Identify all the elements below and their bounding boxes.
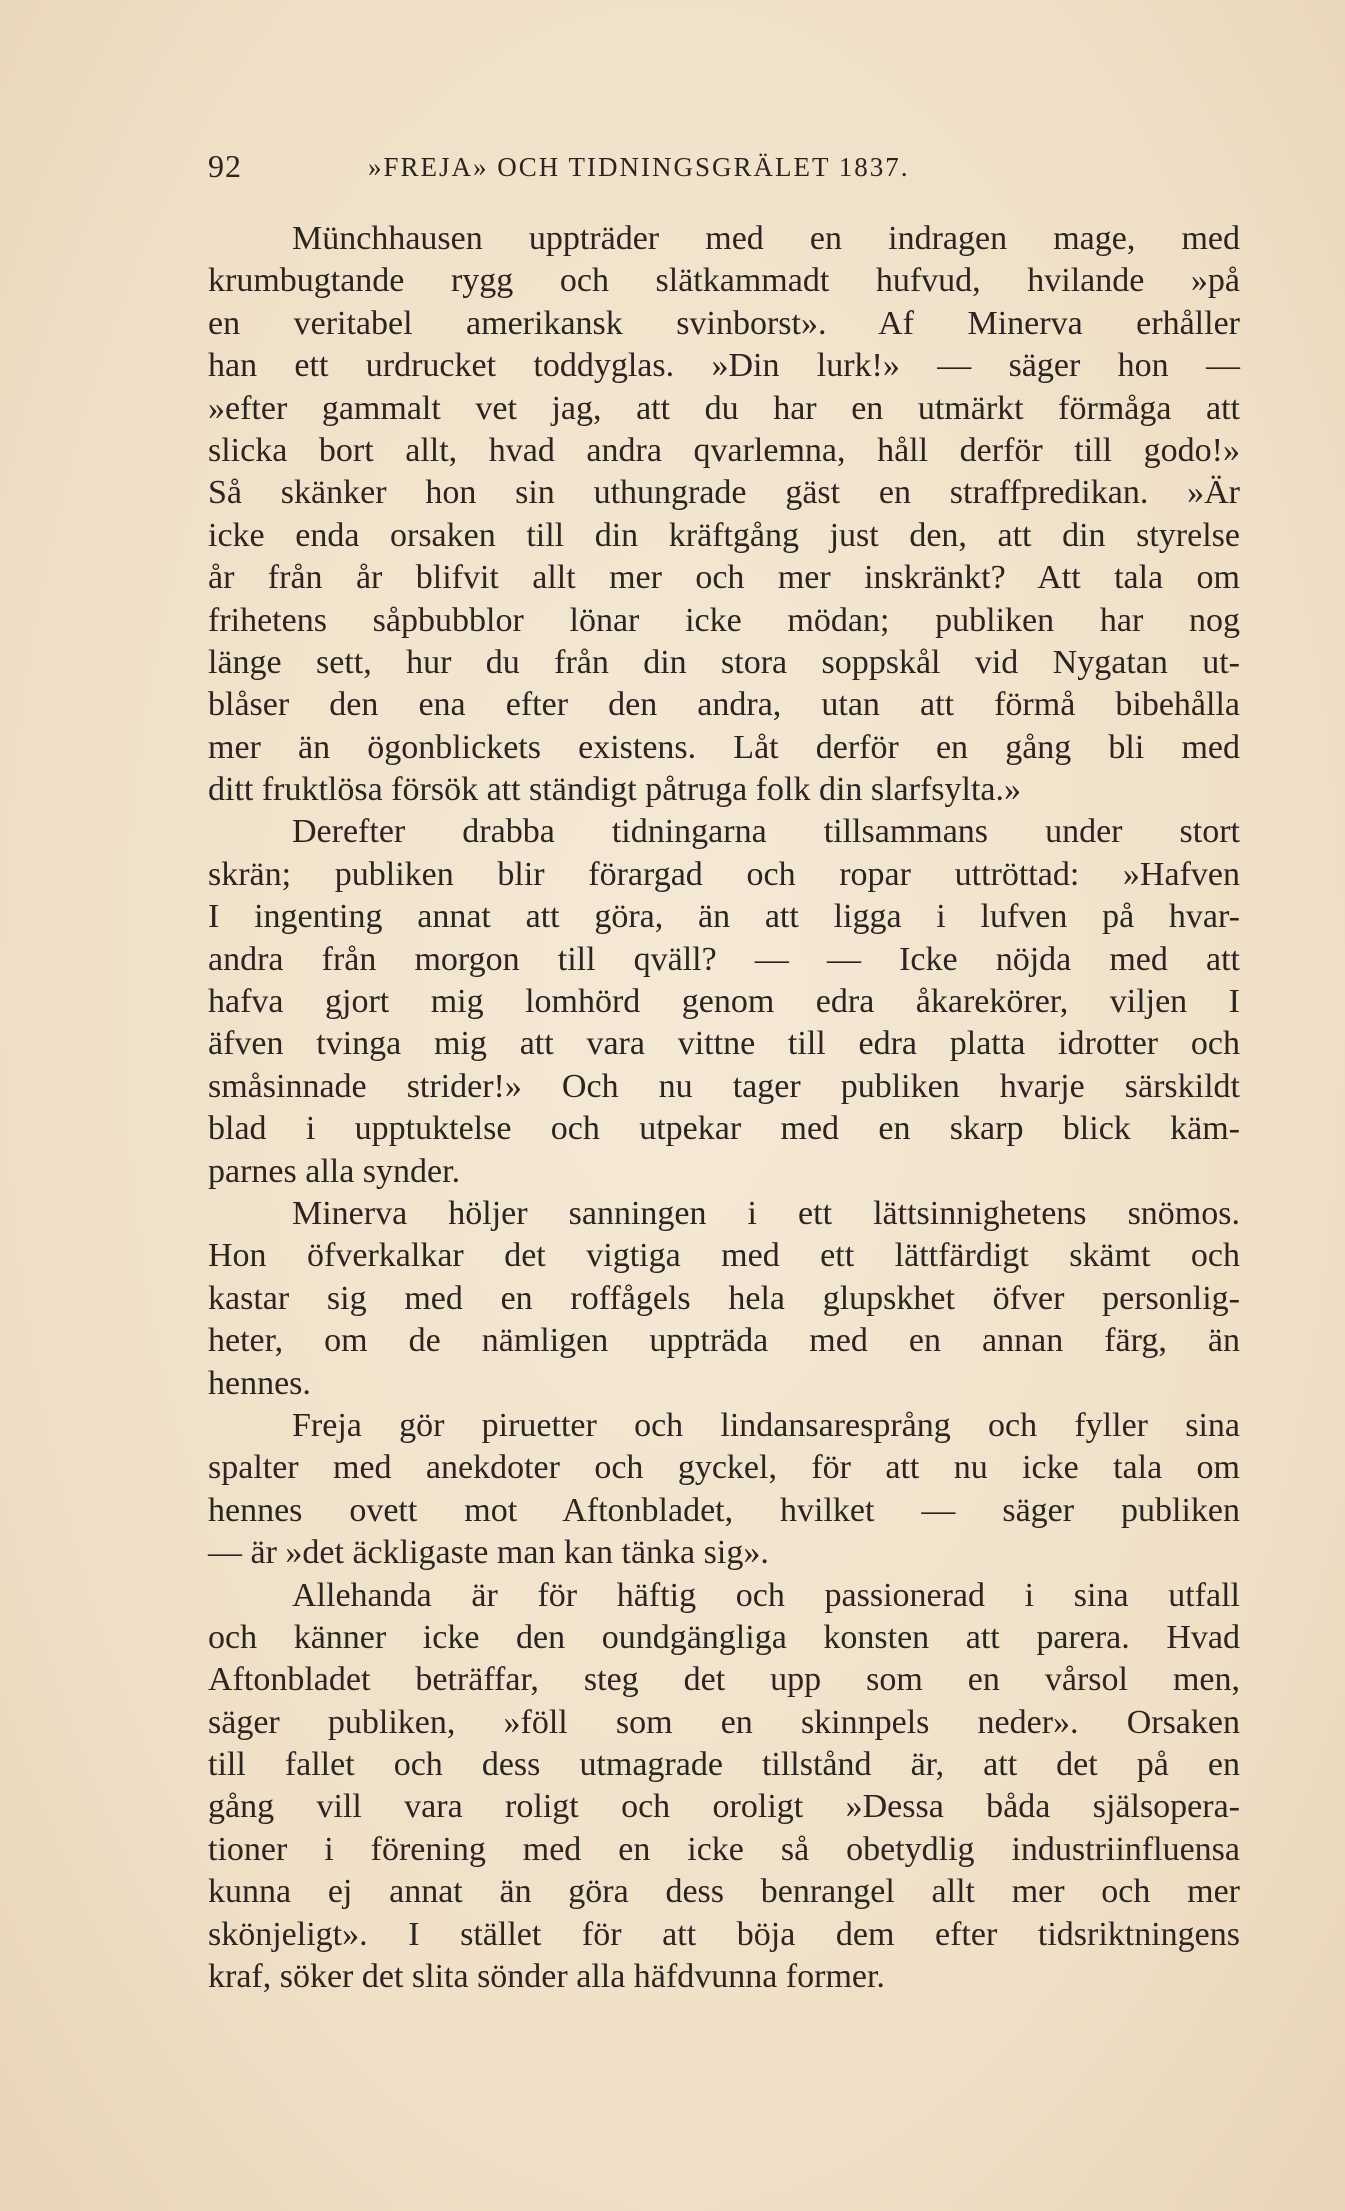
text-line: hennes ovett mot Aftonbladet, hvilket — säger publiken — [208, 1491, 1240, 1529]
text-line: Minerva höljer sanningen i ett lättsinnighetens snömos. — [292, 1194, 1240, 1232]
text-line: mer än ögonblickets existens. Låt derför en gång bli med — [208, 728, 1240, 766]
text-line: Freja gör piruetter och lindansaresprång och fyller sina — [292, 1406, 1240, 1444]
text-line: blåser den ena efter den andra, utan att förmå bibehålla — [208, 686, 1240, 724]
text-line: en veritabel amerikansk svinborst». Af Minerva erhåller — [208, 304, 1240, 342]
text-line: hafva gjort mig lomhörd genom edra åkarekörer, viljen I — [208, 983, 1240, 1021]
text-line: Münchhausen uppträder med en indragen mage, med — [292, 220, 1240, 257]
text-line: spalter med anekdoter och gyckel, för att nu icke tala om — [208, 1449, 1240, 1487]
text-line: blad i upptuktelse och utpekar med en skarp blick käm- — [208, 1110, 1240, 1148]
text-line: han ett urdrucket toddyglas. »Din lurk!» — säger hon — — [208, 347, 1240, 385]
text-line: kraf, söker det slita sönder alla häfdvunna former. — [208, 1958, 885, 1996]
page-header — [208, 148, 1088, 188]
text-line: »efter gammalt vet jag, att du har en utmärkt förmåga att — [208, 389, 1240, 427]
running-title: »FREJA» OCH TIDNINGSGRÄLET 1837. — [368, 152, 910, 182]
text-line: småsinnade strider!» Och nu tager publiken hvarje särskildt — [208, 1067, 1240, 1105]
text-line: heter, om de nämligen uppträda med en annan färg, än — [208, 1322, 1240, 1360]
text-line: Aftonbladet beträffar, steg det upp som en vårsol men, — [208, 1661, 1240, 1699]
text-line: andra från morgon till qväll? — — Icke nöjda med att — [208, 940, 1240, 978]
text-line: I ingenting annat att göra, än att ligga i lufven på hvar- — [208, 898, 1240, 936]
text-line: — är »det äckligaste man kan tänka sig». — [208, 1534, 769, 1572]
text-line: ditt fruktlösa försök att ständigt påtruga folk din slarfsylta.» — [208, 771, 1022, 809]
text-line: Så skänker hon sin uthungrade gäst en straffpredikan. »Är — [208, 474, 1240, 512]
text-line: skönjeligt». I stället för att böja dem efter tidsriktningens — [208, 1915, 1240, 1953]
text-line: Hon öfverkalkar det vigtiga med ett lättfärdigt skämt och — [208, 1237, 1240, 1275]
page-number: 92 — [208, 148, 242, 184]
text-line: icke enda orsaken till din kräftgång just den, att din styrelse — [208, 516, 1240, 554]
text-line: säger publiken, »föll som en skinnpels neder». Orsaken — [208, 1703, 1240, 1741]
text-line: länge sett, hur du från din stora soppskål vid Nygatan ut- — [208, 643, 1240, 681]
text-line: slicka bort allt, hvad andra qvarlemna, håll derför till godo!» — [208, 431, 1240, 469]
text-line: frihetens såpbubblor lönar icke mödan; publiken har nog — [208, 601, 1240, 639]
text-line: krumbugtande rygg och slätkammadt hufvud, hvilande »på — [208, 262, 1240, 300]
text-line: år från år blifvit allt mer och mer inskränkt? Att tala om — [208, 559, 1240, 597]
text-line: äfven tvinga mig att vara vittne till edra platta idrotter och — [208, 1025, 1240, 1063]
body-text — [208, 218, 1240, 1998]
text-line: och känner icke den oundgängliga konsten att parera. Hvad — [208, 1618, 1240, 1656]
text-line: gång vill vara roligt och oroligt »Dessa båda själsopera- — [208, 1788, 1240, 1826]
text-line: kastar sig med en roffågels hela glupskhet öfver personlig- — [208, 1279, 1240, 1317]
text-line: skrän; publiken blir förargad och ropar uttröttad: »Hafven — [208, 855, 1240, 893]
text-line: tioner i förening med en icke så obetydlig industriinfluensa — [208, 1830, 1240, 1868]
text-line: hennes. — [208, 1364, 311, 1402]
text-line: Derefter drabba tidningarna tillsammans under stort — [292, 813, 1240, 851]
text-line: kunna ej annat än göra dess benrangel allt mer och mer — [208, 1873, 1240, 1911]
text-line: Allehanda är för häftig och passionerad i sina utfall — [292, 1576, 1240, 1614]
text-line: parnes alla synder. — [208, 1152, 461, 1190]
text-line: till fallet och dess utmagrade tillstånd är, att det på en — [208, 1746, 1240, 1784]
